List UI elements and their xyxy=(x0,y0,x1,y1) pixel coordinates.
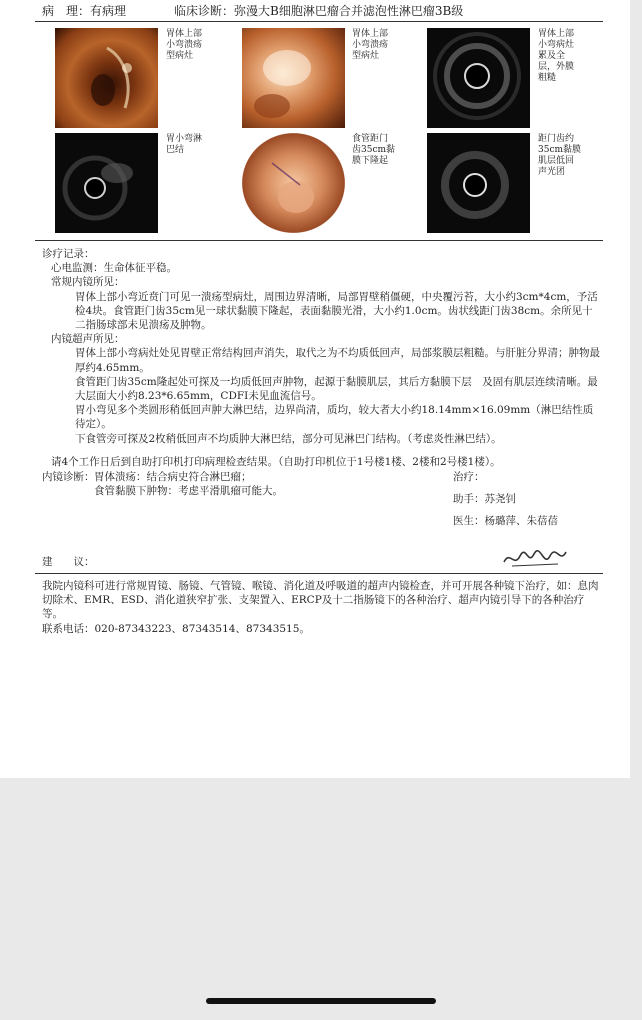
pathology-field xyxy=(42,2,126,19)
endo-diagnosis-label: 内镜诊断： xyxy=(42,471,95,483)
signature-graphic xyxy=(500,546,570,572)
doctor-signature xyxy=(500,546,570,572)
ecg-line: 心电监测：生命体征平稳。 xyxy=(51,262,177,275)
ultrasound-view-graphic xyxy=(427,133,530,233)
clinical-diagnosis xyxy=(174,2,463,19)
advice-label: 建 议： xyxy=(42,556,95,568)
image-label-2: 胃体上部小弯溃疡型病灶 xyxy=(352,29,389,61)
diagnosis-record xyxy=(42,247,602,469)
clinical-diagnosis-label: 临床诊断： xyxy=(174,4,235,18)
endoscope-view-graphic xyxy=(55,28,158,128)
eus-text-1: 胃体上部小弯病灶处见胃壁正常结构回声消失，取代之为不均质低回声，局部浆膜层粗糙。与肝脏分界清；肿物最厚约4.65mm。 xyxy=(75,347,600,374)
home-indicator[interactable] xyxy=(206,998,436,1004)
ultrasound-image-4 xyxy=(55,133,158,233)
ultrasound-view-graphic xyxy=(427,28,530,128)
endoscope-view-graphic xyxy=(242,133,345,233)
footer-info xyxy=(42,579,602,636)
footer-divider xyxy=(35,573,603,574)
pathology-label: 病 理： xyxy=(42,4,91,18)
assistant-field: 助手：苏尧钊 xyxy=(453,493,516,505)
endo-diagnosis-line2: 食管黏膜下肿物：考虑平滑肌瘤可能大。 xyxy=(94,485,283,497)
endoscopy-image-5 xyxy=(242,133,345,233)
image-label-5: 食管距门齿35cm黏膜下隆起 xyxy=(352,134,396,166)
routine-endoscopy-text: 胃体上部小弯近贲门可见一溃疡型病灶，周围边界清晰，局部胃壁稍僵硬，中央覆污苔，大小约3cm*4cm，予活检4块。食管距门齿35cm见一球状黏膜下隆起，表面黏膜光滑，大小约1.0cm。齿状线距门齿38cm。余所见十二指肠球部未见溃疡及肿物。 xyxy=(75,290,598,332)
image-label-3: 胃体上部小弯病灶累及全层，外膜粗糙 xyxy=(538,29,575,83)
endo-diagnosis-line1: 胃体溃疡：结合病史符合淋巴瘤； xyxy=(94,471,252,483)
endoscopy-image-1 xyxy=(55,28,158,128)
footer-phone: 联系电话：020-87343223、87343514、87343515。 xyxy=(42,622,310,635)
ultrasound-image-3 xyxy=(427,28,530,128)
eus-text-2: 食管距门齿35cm隆起处可探及一均质低回声肿物，起源于黏膜肌层，其后方黏膜下层 及固有肌层连续清晰。最大层面大小约8.23*6.65mm，CDFI未见血流信号。 xyxy=(75,375,598,403)
image-label-1: 胃体上部小弯溃疡型病灶 xyxy=(166,29,203,61)
eus-text-4: 下食管旁可探及2枚稍低回声不均质肿大淋巴结，部分可见淋巴门结构。（考虑炎性淋巴结）。 xyxy=(75,432,502,445)
eus-title: 内镜超声所见： xyxy=(51,333,125,346)
treatment-field: 治疗： xyxy=(453,471,485,483)
image-label-4: 胃小弯淋巴结 xyxy=(166,134,203,155)
eus-text-3: 胃小弯见多个类圆形稍低回声肿大淋巴结，边界尚清，质均，较大者大小约18.14mm×16.09mm（淋巴结性质待定）。 xyxy=(75,404,594,431)
routine-endoscopy-title: 常规内镜所见： xyxy=(51,276,125,289)
endoscopy-image-2 xyxy=(242,28,345,128)
pathology-value: 有病理 xyxy=(90,4,127,18)
clinical-diagnosis-value: 弥漫大B细胞淋巴瘤合并滤泡性淋巴瘤3B级 xyxy=(234,4,464,18)
image-label-6: 距门齿约35cm黏膜肌层低回声光团 xyxy=(538,134,582,177)
record-title: 诊疗记录： xyxy=(42,248,95,260)
ultrasound-view-graphic xyxy=(55,133,158,233)
header-divider xyxy=(35,21,603,22)
doctor-field: 医生：杨璐萍、朱蓓蓓 xyxy=(453,515,558,527)
footer-service-text: 我院内镜科可进行常规胃镜、肠镜、气管镜、喉镜、消化道及呼吸道的超声内镜检查，并可开展各种镜下治疗，如：息肉切除术、EMR、ESD、消化道狭窄扩张、支架置入、ERCP及十二指肠镜下的各种治疗、超声内镜引导下的各种治疗等。 xyxy=(42,580,599,621)
endoscope-view-graphic xyxy=(242,28,345,128)
report-note: 请4个工作日后到自助打印机打印病理检查结果。（自助打印机位于1号楼1楼、2楼和2号楼1楼）。 xyxy=(51,455,501,468)
images-divider xyxy=(35,240,603,241)
ultrasound-image-6 xyxy=(427,133,530,233)
